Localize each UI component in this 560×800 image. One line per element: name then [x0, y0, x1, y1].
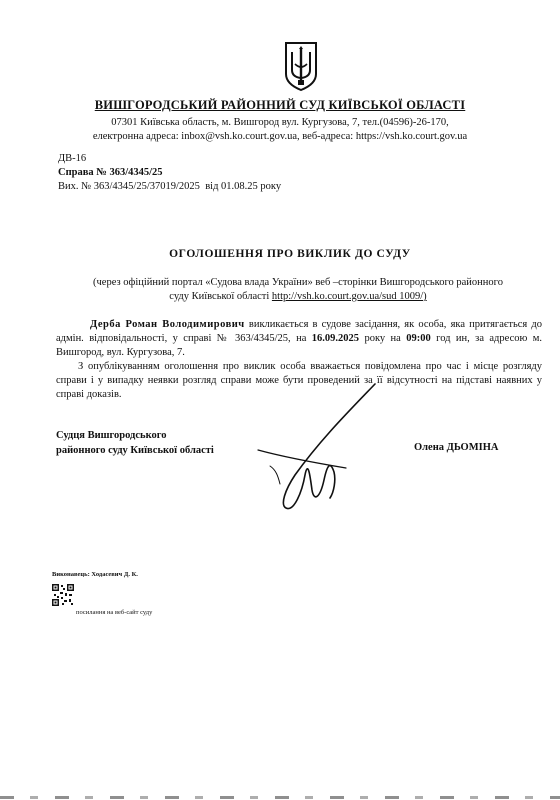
court-address: 07301 Київська область, м. Вишгород вул. Кургузова, 7, тел.(04596)-26-170, [111, 117, 449, 128]
form-code: ДВ-16 [58, 153, 87, 164]
judge-position-line-1: Судця Вишгородського [56, 430, 167, 441]
outgoing-prefix: Вих. № 363/4345/25/37019/2025 [58, 181, 200, 192]
judge-name: Олена ДЬОМІНА [414, 442, 499, 453]
outgoing-number [58, 180, 281, 194]
court-name: ВИШГОРОДСЬКИЙ РАЙОННИЙ СУД КИЇВСЬКОЇ ОБЛАСТІ [94, 98, 466, 112]
case-number: Справа № 363/4345/25 [58, 167, 163, 178]
handwritten-signature [250, 380, 380, 520]
consequence-paragraph: З опублікуванням оголошення про виклик особа вважається повідомлена про час і місце розгляду справи і у випадку неявки розгляд справи може бути проведений за її відсутності на підставі наявних у справі доказів. [56, 361, 542, 400]
via-line-2-prefix: суду Київської області [169, 291, 272, 302]
summons-paragraph [56, 318, 542, 360]
hearing-time: 09:00 [406, 333, 431, 344]
scan-edge-artifact [0, 796, 560, 799]
summons-text-3: год ин, за адресою м. Вишгород, вул. Кургузова, 7. [56, 333, 542, 358]
summoned-person-name: Дерба Роман Володимирович [90, 319, 245, 330]
qr-caption: посилання на веб-сайт суду [76, 609, 153, 616]
via-line-2 [0, 290, 560, 304]
court-contacts: електронна адреса: inbox@vsh.ko.court.gov.ua, веб-адреса: https://vsh.ko.court.gov.ua [92, 131, 468, 142]
via-link[interactable]: http://vsh.ko.court.gov.ua/sud 1009/) [271, 291, 427, 302]
trident-emblem-icon [283, 40, 319, 92]
executor-line: Виконавець: Ходасевич Д. К. [52, 571, 138, 578]
outgoing-date: від 01.08.25 року [205, 181, 282, 192]
summons-text-2: року на [359, 333, 407, 344]
via-line-1: (через офіційний портал «Судова влада України» веб –сторінки Вишгородського районного [93, 277, 503, 288]
qr-code-icon[interactable] [52, 584, 74, 606]
judge-position-line-2: районного суду Київської області [56, 445, 214, 456]
hearing-date: 16.09.2025 [311, 333, 360, 344]
summons-text-1: викликається в судове засідання, як особа, яка притягається до адмін. відповідальності, у справі № 363/4345/25, на [56, 319, 543, 344]
notice-heading: ОГОЛОШЕННЯ ПРО ВИКЛИК ДО СУДУ [169, 248, 411, 260]
